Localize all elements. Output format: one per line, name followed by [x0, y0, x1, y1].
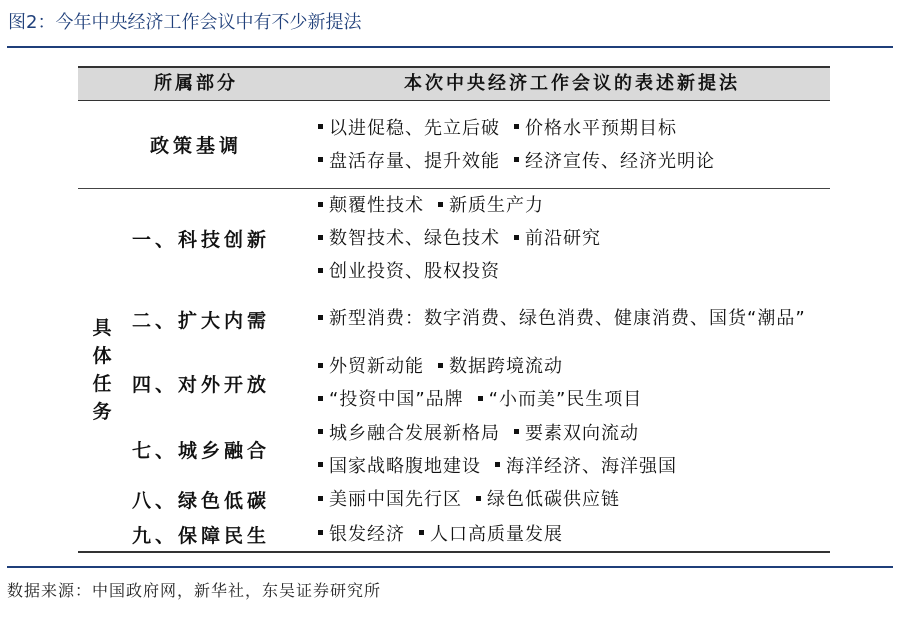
- task-label: 四、对外开放: [132, 373, 271, 396]
- list-item: [318, 524, 405, 545]
- content-line: [318, 255, 830, 288]
- figure-title: 图2：今年中央经济工作会议中有不少新提法: [8, 12, 362, 33]
- item-text: 外贸新动能: [329, 356, 424, 377]
- list-item: [500, 118, 677, 139]
- table-header: [78, 66, 830, 101]
- list-item: [481, 456, 677, 477]
- content-line: [318, 483, 830, 516]
- list-item: [318, 356, 424, 377]
- list-item: [464, 389, 643, 410]
- content-line: [318, 383, 830, 416]
- item-text: 美丽中国先行区: [329, 489, 462, 510]
- task-row-green-low-carbon: [126, 482, 830, 516]
- bullet-icon: [514, 157, 519, 162]
- header-new-expressions: 本次中央经济工作会议的表述新提法: [404, 73, 740, 94]
- content-line: [318, 417, 830, 450]
- tasks-label-char: 务: [92, 401, 112, 423]
- content-line: [318, 450, 830, 483]
- content-line: [318, 145, 830, 178]
- header-section: 所属部分: [154, 73, 238, 94]
- list-item: [318, 228, 500, 249]
- data-source-note: 数据来源：中国政府网，新华社，东吴证券研究所: [7, 566, 893, 601]
- bullet-icon: [318, 235, 323, 240]
- task-label: 一、科技创新: [132, 229, 271, 251]
- task-label: 七、城乡融合: [132, 440, 271, 462]
- bullet-icon: [318, 396, 323, 401]
- list-item: [318, 489, 462, 510]
- item-text: 盘活存量、提升效能: [329, 150, 500, 172]
- bullet-icon: [514, 235, 519, 240]
- item-text: 创业投资、股权投资: [329, 261, 500, 282]
- list-item: [424, 195, 544, 216]
- item-text: 以进促稳、先立后破: [329, 117, 500, 139]
- list-item: [500, 151, 715, 172]
- bullet-icon: [438, 202, 443, 207]
- tasks-label-char: 体: [92, 345, 112, 367]
- task-row-domestic-demand: [126, 288, 830, 349]
- task-row-urban-rural: [126, 416, 830, 482]
- policy-table: [78, 66, 830, 553]
- bullet-icon: [318, 363, 323, 368]
- bullet-icon: [318, 202, 323, 207]
- task-content: [314, 483, 830, 516]
- list-item: [318, 195, 424, 216]
- task-content: [314, 517, 830, 551]
- bullet-icon: [438, 363, 443, 368]
- task-content: [314, 350, 830, 416]
- item-text: 绿色低碳供应链: [487, 489, 620, 510]
- item-text: 数智技术、绿色技术: [329, 228, 500, 249]
- list-item: [318, 151, 500, 172]
- bullet-icon: [419, 530, 424, 535]
- list-item: [500, 228, 601, 249]
- title-divider: [7, 46, 893, 48]
- item-text: 海洋经济、海洋强国: [506, 455, 677, 477]
- list-item: [462, 489, 620, 510]
- bullet-icon: [318, 157, 323, 162]
- policy-tone-content: [314, 101, 830, 188]
- item-text: 国家战略腹地建设: [329, 455, 481, 477]
- bullet-icon: [318, 124, 323, 129]
- content-line: [318, 303, 830, 335]
- content-line: [318, 222, 830, 255]
- bullet-icon: [495, 462, 500, 467]
- list-item: [405, 524, 563, 545]
- list-item: [500, 423, 639, 444]
- tasks-body: [126, 189, 830, 551]
- bullet-icon: [476, 496, 481, 501]
- task-content: [314, 289, 830, 349]
- bullet-icon: [318, 315, 323, 320]
- specific-tasks-section: [78, 189, 830, 553]
- bullet-icon: [514, 124, 519, 129]
- content-line: [318, 112, 830, 145]
- list-item: [318, 389, 464, 410]
- task-content: [314, 189, 830, 288]
- list-item: [318, 423, 500, 444]
- task-label: 二、扩大内需: [132, 309, 271, 332]
- list-item: [318, 118, 500, 139]
- list-item: [318, 308, 806, 329]
- task-row-opening-up: [126, 349, 830, 416]
- item-text: 银发经济: [329, 523, 405, 545]
- bullet-icon: [318, 462, 323, 467]
- policy-tone-row: [78, 101, 830, 189]
- content-line: [318, 350, 830, 383]
- bullet-icon: [318, 429, 323, 434]
- item-text: 前沿研究: [525, 228, 601, 249]
- task-content: [314, 417, 830, 482]
- content-line: [318, 189, 830, 222]
- task-label: 八、绿色低碳: [132, 490, 271, 512]
- task-row-livelihood: [126, 516, 830, 551]
- specific-tasks-label: [78, 189, 126, 551]
- bullet-icon: [318, 496, 323, 501]
- item-text: 要素双向流动: [525, 422, 639, 444]
- item-text: 新型消费：数字消费、绿色消费、健康消费、国货“潮品”: [329, 308, 806, 329]
- bullet-icon: [318, 530, 323, 535]
- item-text: 新质生产力: [449, 195, 544, 216]
- bullet-icon: [478, 396, 483, 401]
- item-text: “小而美”民生项目: [488, 389, 643, 410]
- bullet-icon: [318, 268, 323, 273]
- list-item: [318, 261, 500, 282]
- task-row-tech-innovation: [126, 189, 830, 288]
- list-item: [424, 356, 563, 377]
- item-text: 颠覆性技术: [329, 195, 424, 216]
- item-text: 城乡融合发展新格局: [329, 422, 500, 444]
- item-text: “投资中国”品牌: [329, 389, 464, 410]
- task-label: 九、保障民生: [132, 524, 271, 547]
- content-line: [318, 518, 830, 551]
- tasks-label-char: 任: [92, 373, 112, 395]
- tasks-label-char: 具: [92, 317, 112, 339]
- item-text: 价格水平预期目标: [525, 117, 677, 139]
- item-text: 数据跨境流动: [449, 356, 563, 377]
- bullet-icon: [514, 429, 519, 434]
- policy-tone-label: 政策基调: [149, 135, 242, 157]
- list-item: [318, 456, 481, 477]
- item-text: 人口高质量发展: [430, 523, 563, 545]
- item-text: 经济宣传、经济光明论: [525, 150, 715, 172]
